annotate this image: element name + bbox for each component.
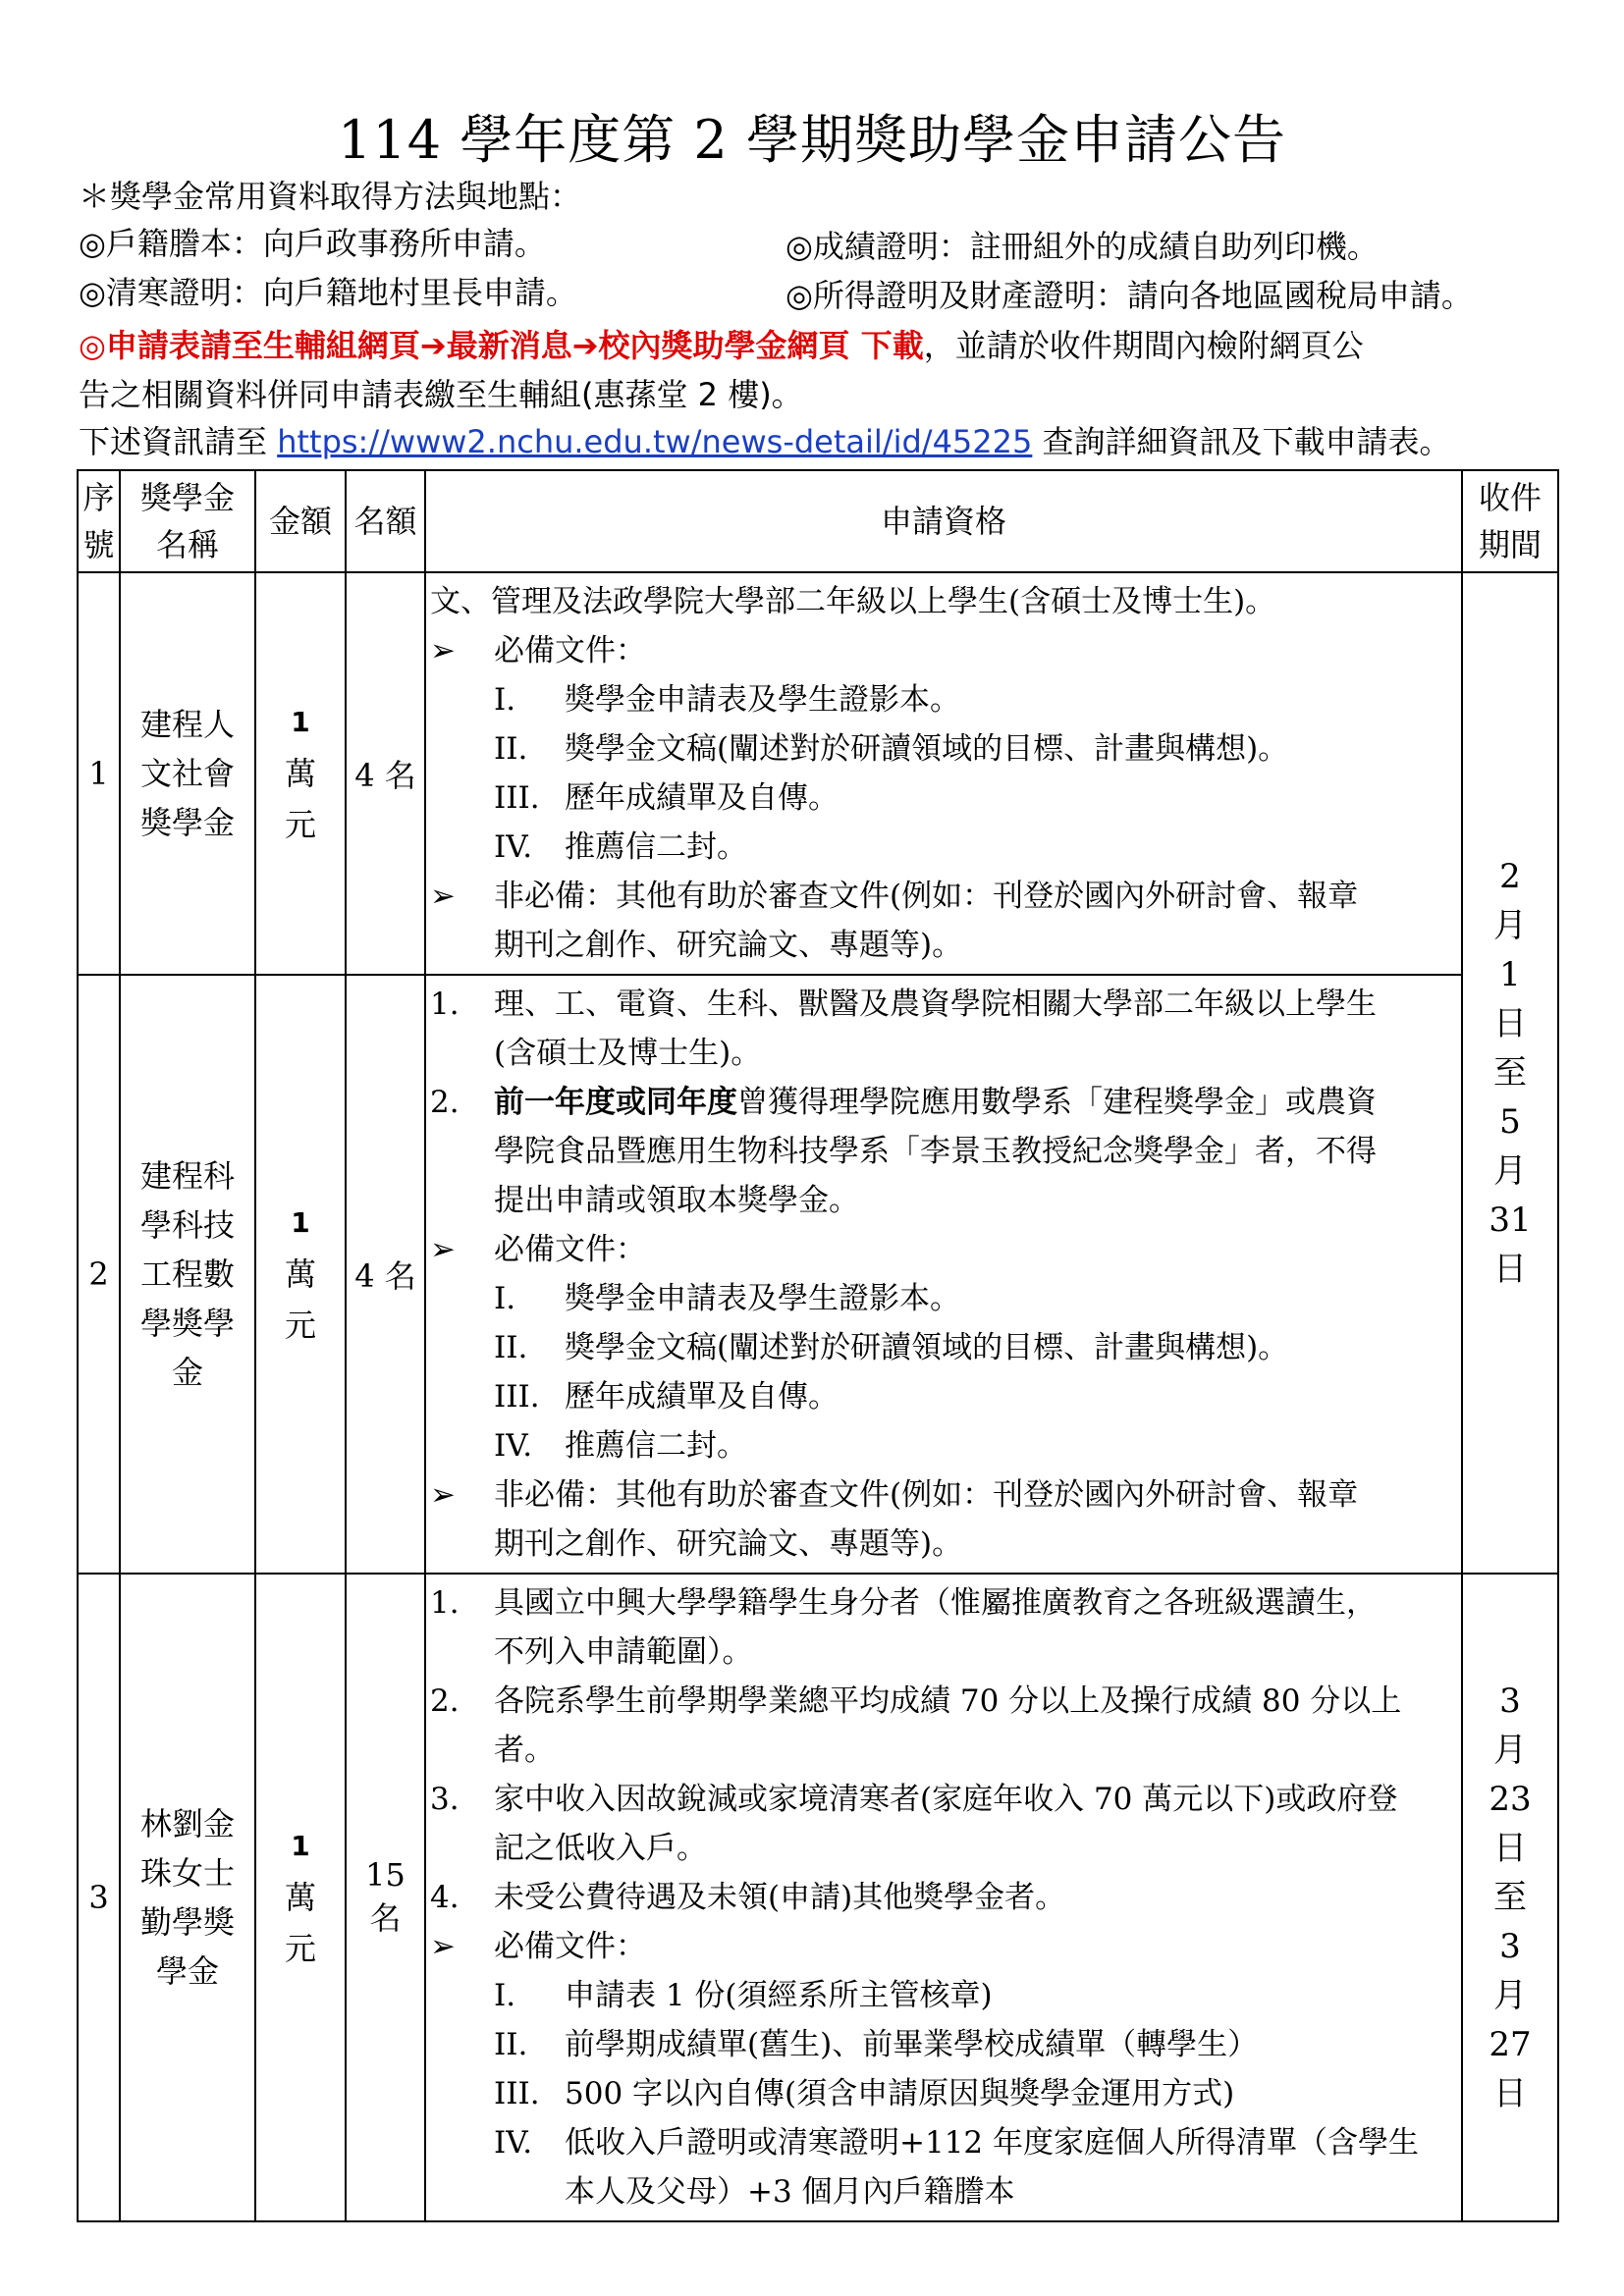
req-line: 本人及父母）+3 個月內戶籍謄本 [565, 2174, 1015, 2210]
req-line: 期刊之創作、研究論文、專題等)。 [494, 1526, 963, 1562]
period-char: 23 [1489, 1780, 1532, 1819]
intro-income: ◎所得證明及財產證明：請向各地區國稅局申請。 [785, 277, 1473, 314]
header-no: 序號 [78, 470, 120, 572]
intro-info [79, 420, 1451, 463]
intro-poverty: ◎清寒證明：向戶籍地村里長申請。 [79, 274, 577, 311]
row-name: 建程科學科技工程數學獎學金 [120, 975, 255, 1574]
req-line: 1. 具國立中興大學學籍學生身分者（惟屬推廣教育之各班級選讀生， [430, 1585, 1377, 1621]
table-row [78, 1574, 1558, 2221]
row-name: 林劉金珠女士勤學獎學金 [120, 1574, 255, 2221]
period-text [1463, 852, 1557, 1294]
intro-heading: ＊獎學金常用資料取得方法與地點： [79, 178, 582, 215]
req-line: IV. 低收入戶證明或清寒證明+112 年度家庭個人所得清單（含學生 [494, 2125, 1419, 2161]
req-line: 2. 各院系學生前學期學業總平均成績 70 分以上及操行成績 80 分以上 [430, 1683, 1402, 1719]
info-link[interactable]: https://www2.nchu.edu.tw/news-detail/id/45225 [277, 423, 1033, 460]
row-requirements [425, 1574, 1462, 2221]
req-line: 不列入申請範圍）。 [494, 1634, 753, 1670]
req-line: 記之低收入戶。 [494, 1831, 707, 1866]
row-no: 2 [78, 975, 120, 1574]
req-line: 提出申請或領取本獎學金。 [494, 1183, 859, 1218]
req-line: III. 歷年成績單及自傳。 [494, 1379, 839, 1415]
req-line: (含碩士及博士生)。 [494, 1036, 762, 1071]
period-char: 至 [1493, 1053, 1527, 1093]
header-requirements: 申請資格 [425, 470, 1462, 572]
req-line: ➢ 非必備：其他有助於審查文件(例如：刊登於國內外研討會、報章 [430, 879, 1359, 914]
req-line: III. 500 字以內自傳(須含申請原因與獎學金運用方式) [494, 2076, 1235, 2111]
info-suffix: 查詢詳細資訊及下載申請表。 [1042, 423, 1451, 460]
header-name: 獎學金名稱 [120, 470, 255, 572]
header-period: 收件期間 [1462, 470, 1558, 572]
intro-notice-line2: 告之相關資料併同申請表繳至生輔組(惠蓀堂 2 樓)。 [79, 376, 803, 413]
period-char: 31 [1489, 1201, 1532, 1240]
table-row [78, 572, 1558, 975]
req-line: ➢ 必備文件： [430, 633, 646, 668]
page-title: 114 學年度第 2 學期獎助學金申請公告 [338, 109, 1286, 171]
req-line: I. 獎學金申請表及學生證影本。 [494, 1281, 960, 1316]
table-row [78, 975, 1558, 1574]
row-quota: 15 名 [346, 1574, 425, 2221]
period-char: 日 [1493, 1829, 1527, 1868]
row-quota: 4 名 [346, 975, 425, 1574]
req-line: ➢ 必備文件： [430, 1232, 646, 1267]
req-line: 2. 前一年度或同年度曾獲得理學院應用數學系「建程獎學金」或農資 [430, 1085, 1377, 1120]
period-text [1463, 1677, 1557, 2118]
req-line: 文、管理及法政學院大學部二年級以上學生(含碩士及博士生)。 [430, 584, 1276, 619]
period-char: 月 [1493, 906, 1527, 945]
row-no: 1 [78, 572, 120, 975]
req-line: 4. 未受公費待遇及未領(申請)其他獎學金者。 [430, 1880, 1066, 1915]
header-amount: 金額 [255, 470, 346, 572]
req-line: III. 歷年成績單及自傳。 [494, 780, 839, 816]
period-char: 月 [1493, 1151, 1527, 1191]
req-line: 學院食品暨應用生物科技學系「李景玉教授紀念獎學金」者，不得 [494, 1134, 1377, 1169]
req-line: II. 獎學金文稿(闡述對於研讀領域的目標、計畫與構想)。 [494, 1330, 1289, 1365]
req-line: IV. 推薦信二封。 [494, 1428, 747, 1464]
req-line: II. 前學期成績單(舊生)、前畢業學校成績單（轉學生） [494, 2027, 1259, 2062]
row-amount: 1 萬元 [255, 975, 346, 1574]
period-char: 27 [1489, 2025, 1532, 2064]
req-line: ➢ 必備文件： [430, 1929, 646, 1964]
row-amount: 1 萬元 [255, 1574, 346, 2221]
notice-rest: ，並請於收件期間內檢附網頁公 [923, 327, 1364, 364]
req-line: 者。 [494, 1733, 555, 1768]
row-no: 3 [78, 1574, 120, 2221]
intro-notice [79, 324, 1364, 367]
period-char: 3 [1499, 1682, 1521, 1721]
req-line: 期刊之創作、研究論文、專題等)。 [494, 928, 963, 963]
intro-household: ◎戶籍謄本：向戶政事務所申請。 [79, 225, 546, 262]
req-line: I. 獎學金申請表及學生證影本。 [494, 682, 960, 718]
header-quota: 名額 [346, 470, 425, 572]
row-name: 建程人文社會獎學金 [120, 572, 255, 975]
req-line: 1. 理、工、電資、生科、獸醫及農資學院相關大學部二年級以上學生 [430, 987, 1377, 1022]
table-header-row [78, 470, 1558, 572]
row-amount: 1 萬元 [255, 572, 346, 975]
row-requirements [425, 975, 1462, 1574]
row-requirements [425, 572, 1462, 975]
period-rows-1-2 [1462, 572, 1558, 1574]
info-prefix: 下述資訊請至 [79, 423, 268, 460]
period-char: 2 [1499, 857, 1521, 896]
period-row-3 [1462, 1574, 1558, 2221]
req-line: IV. 推薦信二封。 [494, 829, 747, 865]
period-char: 月 [1493, 1731, 1527, 1770]
period-char: 日 [1493, 2074, 1527, 2113]
req-line: 3. 家中收入因故銳減或家境清寒者(家庭年收入 70 萬元以下)或政府登 [430, 1782, 1398, 1817]
period-char: 1 [1499, 955, 1521, 994]
req-line: II. 獎學金文稿(闡述對於研讀領域的目標、計畫與構想)。 [494, 731, 1289, 767]
row-quota: 4 名 [346, 572, 425, 975]
intro-transcript: ◎成績證明：註冊組外的成績自助列印機。 [785, 228, 1379, 265]
scholarship-table [77, 469, 1559, 2222]
period-char: 日 [1493, 1004, 1527, 1043]
period-char: 月 [1493, 1976, 1527, 2015]
period-char: 至 [1493, 1878, 1527, 1917]
req-line: ➢ 非必備：其他有助於審查文件(例如：刊登於國內外研討會、報章 [430, 1477, 1359, 1513]
period-char: 5 [1499, 1102, 1521, 1142]
req-line: I. 申請表 1 份(須經系所主管核章) [494, 1978, 993, 2013]
notice-download-path: ◎申請表請至生輔組網頁➔最新消息➔校內獎助學金網頁 下載 [79, 327, 924, 364]
period-char: 3 [1499, 1927, 1521, 1966]
period-char: 日 [1493, 1250, 1527, 1289]
